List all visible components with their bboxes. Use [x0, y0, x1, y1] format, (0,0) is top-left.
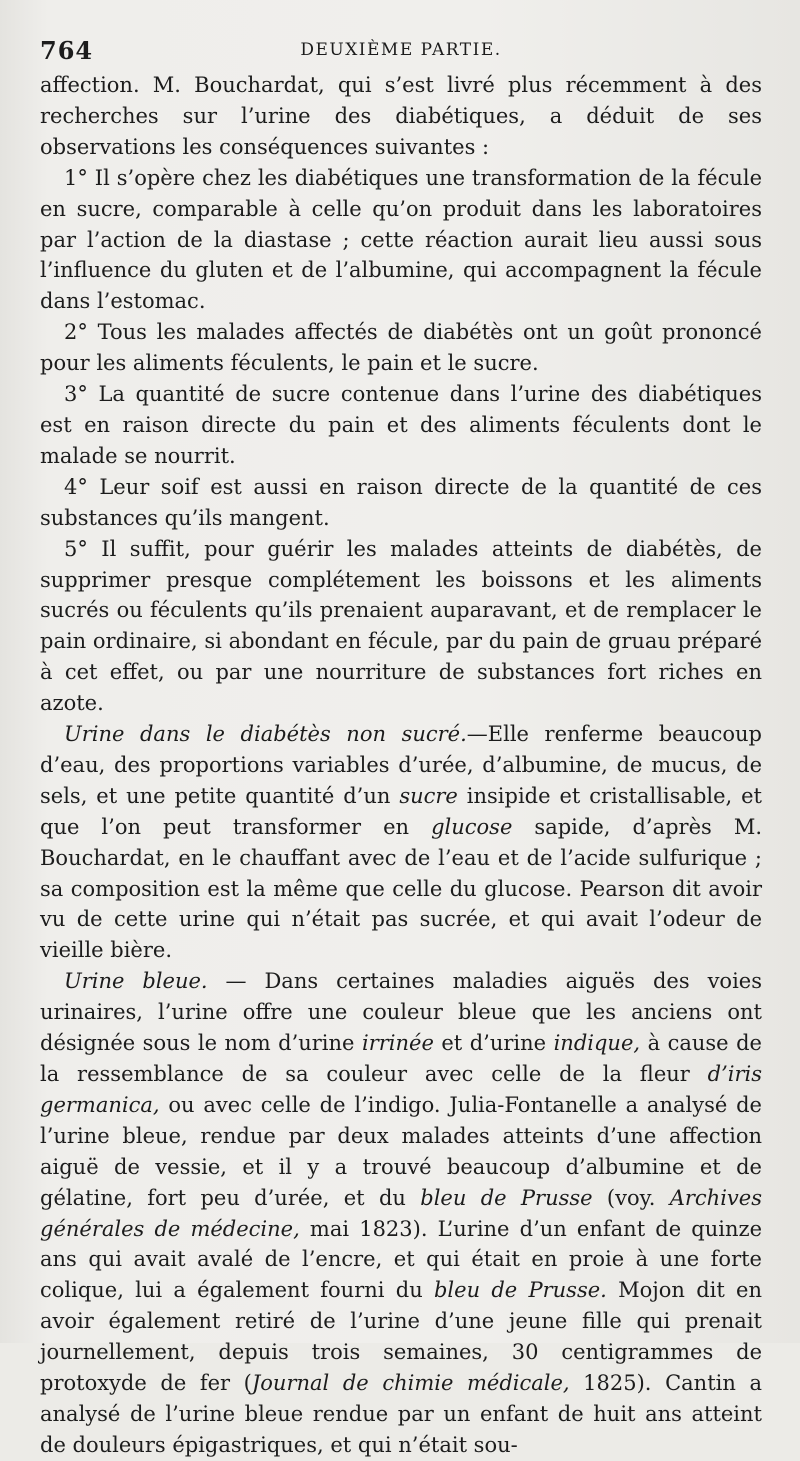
conclusion-2: 2° Tous les malades affectés de diabétès ont un goût prononcé pour les aliments féculents, le pain et le sucre.	[40, 320, 762, 376]
page-header	[40, 36, 762, 66]
section-blue-urine	[40, 966, 762, 1461]
text-run: 1825). Cantin a analysé de l’urine bleue rendue par un enfant de huit ans atteint de douleurs épigastriques, et qui n’était sou-	[40, 1371, 762, 1457]
text-run: à cause de la ressemblance de sa couleur avec celle de la fleur	[40, 1031, 762, 1086]
text-run: mai 1823). L’urine d’un enfant de quinze ans qui avait avalé de l’encre, et qui était en proie à une forte colique, lui a également fourni du	[40, 1216, 762, 1303]
italic-citation: Journal de chimie médicale,	[251, 1371, 570, 1396]
text-run: Mojon dit en avoir également retiré de l’urine d’une jeune fille qui prenait journellement, depuis trois semaines, 30 centigrammes de protoxyde de fer (	[40, 1278, 763, 1396]
page-number: 764	[40, 36, 94, 65]
section-heading: Urine dans le diabétès non sucré.	[64, 722, 467, 747]
conclusion-4: 4° Leur soif est aussi en raison directe de la quantité de ces substances qu’ils mangent.	[40, 474, 762, 530]
text-run: (voy.	[592, 1185, 670, 1210]
text-run: insipide et cristallisable, et que l’on peut transformer en	[40, 783, 762, 839]
text-run: sapide, d’après M. Bouchardat, en le chauffant avec de l’eau et de l’acide sulfurique ; sa composition est la même que celle du glucose. Pearson dit avoir vu de cette urine qui n’était pas sucrée, et qui avait l’odeur de vieille bière.	[40, 814, 762, 963]
text-run: — Dans certaines maladies aiguës des voies urinaires, l’urine offre une couleur bleue que les anciens ont désignée sous le nom d’urine	[40, 969, 762, 1056]
paragraph-continuation: affection. M. Bouchardat, qui s’est livré plus récemment à des recherches sur l’urine des diabétiques, a déduit de ses observations les conséquences suivantes :	[40, 73, 762, 159]
italic-term: irrinée	[361, 1031, 434, 1056]
running-head: DEUXIÈME PARTIE.	[300, 40, 502, 60]
italic-term: glucose	[431, 814, 513, 839]
italic-term: indique,	[553, 1031, 641, 1056]
text-run: —Elle renferme beaucoup d’eau, des proportions variables d’urée, d’albumine, de mucus, de sels, et une petite quantité d’un	[40, 722, 762, 808]
text-run: et d’urine	[433, 1031, 554, 1056]
text-run: ou avec celle de l’indigo. Julia-Fontanelle a analysé de l’urine bleue, rendue par deux malades atteints d’une affection aiguë de vessie, et il y a trouvé beaucoup d’albumine et de gélatine, fort peu d’urée, et du	[40, 1092, 762, 1210]
conclusion-3: 3° La quantité de sucre contenue dans l’urine des diabétiques est en raison directe du pain et des aliments féculents dont le malade se nourrit.	[40, 382, 762, 468]
body-text	[40, 70, 762, 1461]
conclusion-5: 5° Il suffit, pour guérir les malades atteints de diabétès, de supprimer presque complétement les boissons et les aliments sucrés ou féculents qu’ils prenaient auparavant, et de remplacer le pain ordinaire, si abondant en fécule, par du pain de gruau préparé à cet effet, ou par une nourriture de substances fort riches en azote.	[40, 536, 762, 716]
section-heading: Urine bleue.	[64, 969, 208, 994]
conclusion-1: 1° Il s’opère chez les diabétiques une transformation de la fécule en sucre, comparable à celle qu’on produit dans les laboratoires par l’action de la diastase ; cette réaction aurait lieu aussi sous l’influence du gluten et de l’albumine, qui accompagnent la fécule dans l’estomac.	[40, 165, 762, 314]
section-non-sugar-diabetes	[40, 719, 762, 966]
italic-term: d’iris germanica,	[40, 1062, 762, 1117]
italic-term: bleu de Prusse	[420, 1185, 593, 1210]
italic-term: sucre	[399, 783, 458, 808]
italic-citation: Archives générales de médecine,	[40, 1185, 762, 1241]
italic-term: bleu de Prusse.	[433, 1278, 607, 1303]
